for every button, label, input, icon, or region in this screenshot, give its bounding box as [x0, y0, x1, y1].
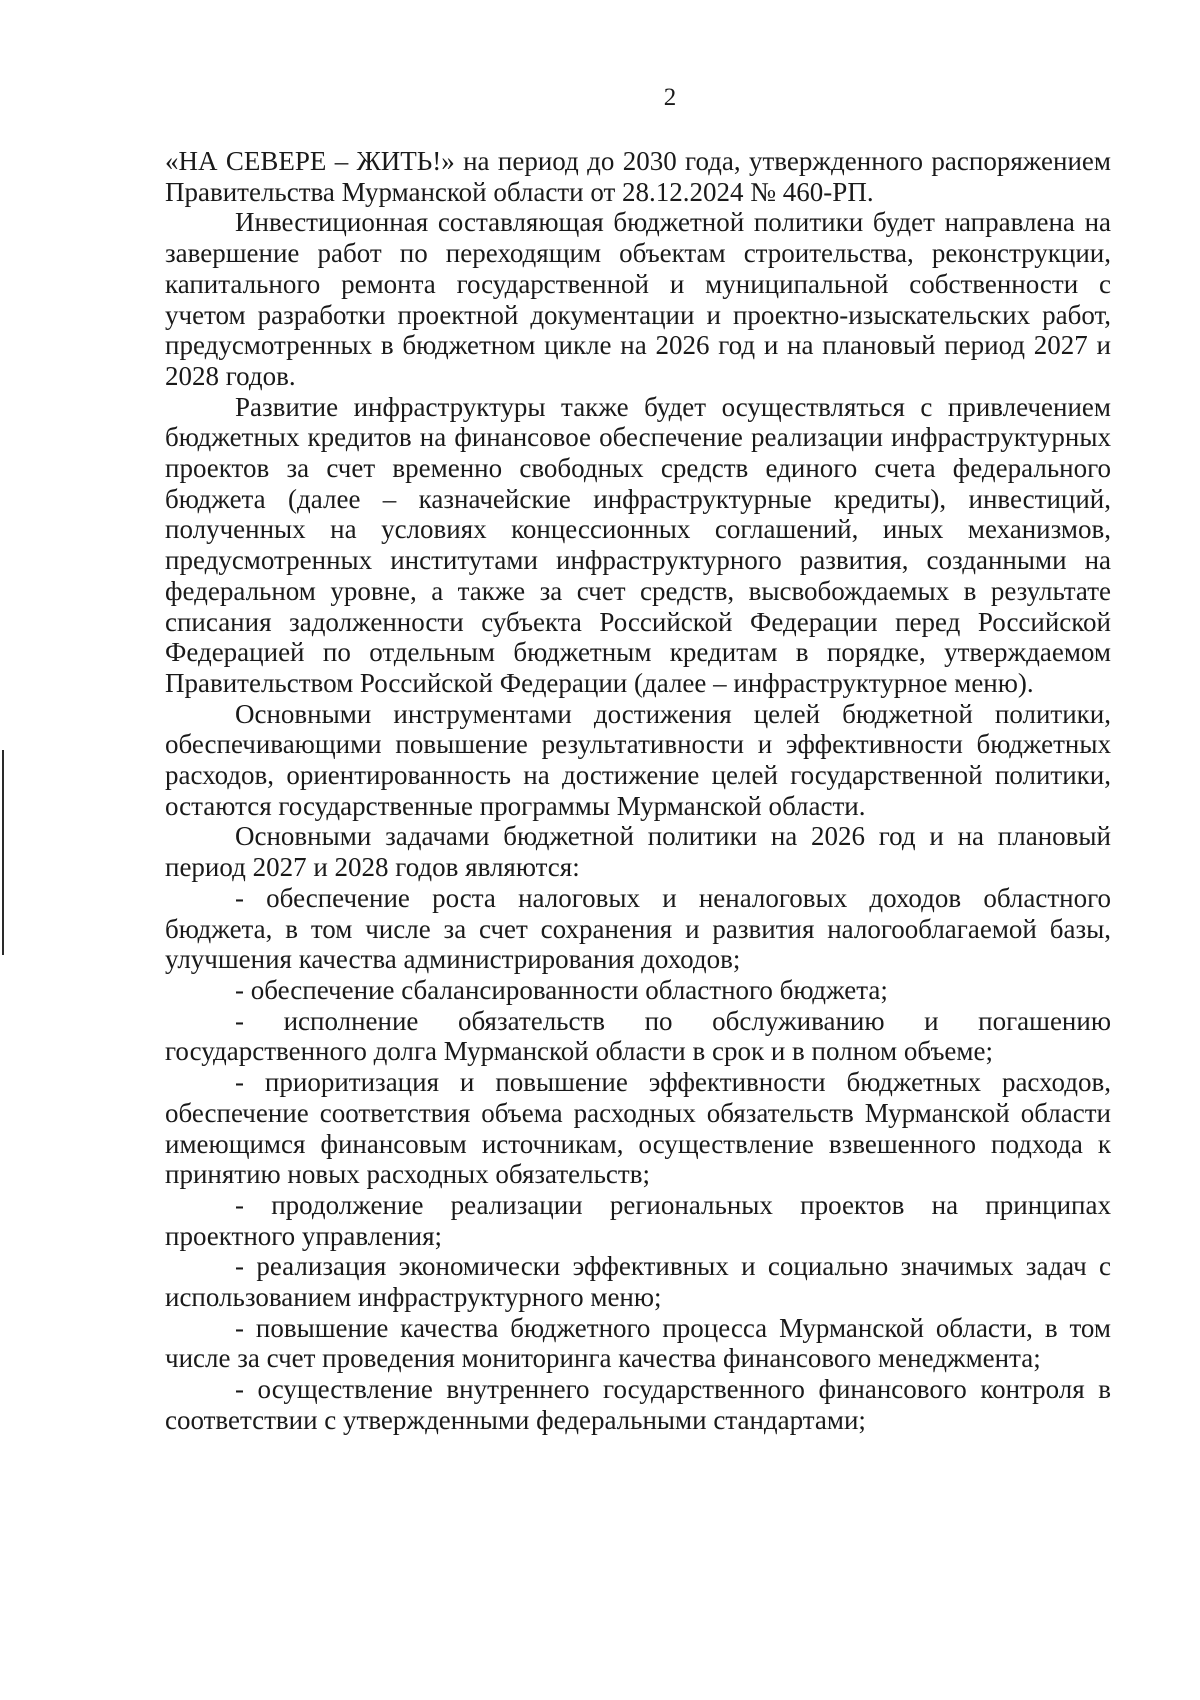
list-item-financial-control: - осуществление внутреннего государственного финансового контроля в соответствии с утвержденными федеральными стандартами; — [165, 1374, 1111, 1435]
list-item-debt: - исполнение обязательств по обслуживанию и погашению государственного долга Мурманской области в срок и в полном объеме; — [165, 1005, 1111, 1067]
list-item-infrastructure-menu: - реализация экономически эффективных и социально значимых задач с использованием инфраструктурного меню; — [165, 1251, 1111, 1313]
list-item-revenue-growth: - обеспечение роста налоговых и неналоговых доходов областного бюджета, в том числе за счет сохранения и развития налогооблагаемой базы, улучшения качества администрирования доходов; — [165, 882, 1111, 975]
scan-edge-mark — [2, 750, 4, 955]
page-number: 2 — [663, 84, 677, 111]
list-item-balance: - обеспечение сбалансированности областного бюджета; — [235, 974, 888, 1005]
paragraph-continuation: «НА СЕВЕРЕ – ЖИТЬ!» на период до 2030 года, утвержденного распоряжением Правительства Мурманской области от 28.12.2024 № 460-РП. — [165, 146, 1111, 207]
paragraph-instruments: Основными инструментами достижения целей бюджетной политики, обеспечивающими повышение результативности и эффективности бюджетных расходов, ориентированность на достижение целей государственной политики, остаются государственные программы Мурманской области. — [165, 698, 1111, 821]
list-item-prioritization: - приоритизация и повышение эффективности бюджетных расходов, обеспечение соответствия объема расходных обязательств Мурманской области имеющимся финансовым источникам, осуществление взвешенного подхода к принятию новых расходных обязательств; — [165, 1067, 1111, 1190]
list-item-regional-projects: - продолжение реализации региональных проектов на принципах проектного управления; — [165, 1189, 1111, 1251]
document-body — [165, 146, 1111, 1436]
paragraph-infrastructure: Развитие инфраструктуры также будет осуществляться с привлечением бюджетных кредитов на финансовое обеспечение реализации инфраструктурных проектов за счет временно свободных средств единого счета федерального бюджета (далее – казначейские инфраструктурные кредиты), инвестиций, полученных на условиях концессионных соглашений, иных механизмов, предусмотренных институтами инфраструктурного развития, созданными на федеральном уровне, а также за счет средств, высвобождаемых в результате списания задолженности субъекта Российской Федерации перед Российской Федерацией по отдельным бюджетным кредитам в порядке, утверждаемом Правительством Российской Федерации (далее – инфраструктурное меню). — [165, 391, 1111, 698]
paragraph-tasks-intro: Основными задачами бюджетной политики на 2026 год и на плановый период 2027 и 2028 годов являются: — [165, 821, 1111, 883]
list-item-budget-process: - повышение качества бюджетного процесса Мурманской области, в том числе за счет проведения мониторинга качества финансового менеджмента; — [165, 1312, 1111, 1374]
paragraph-investment: Инвестиционная составляющая бюджетной политики будет направлена на завершение работ по переходящим объектам строительства, реконструкции, капитального ремонта государственной и муниципальной собственности с учетом разработки проектной документации и проектно-изыскательских работ, предусмотренных в бюджетном цикле на 2026 год и на плановый период 2027 и 2028 годов. — [165, 207, 1111, 391]
